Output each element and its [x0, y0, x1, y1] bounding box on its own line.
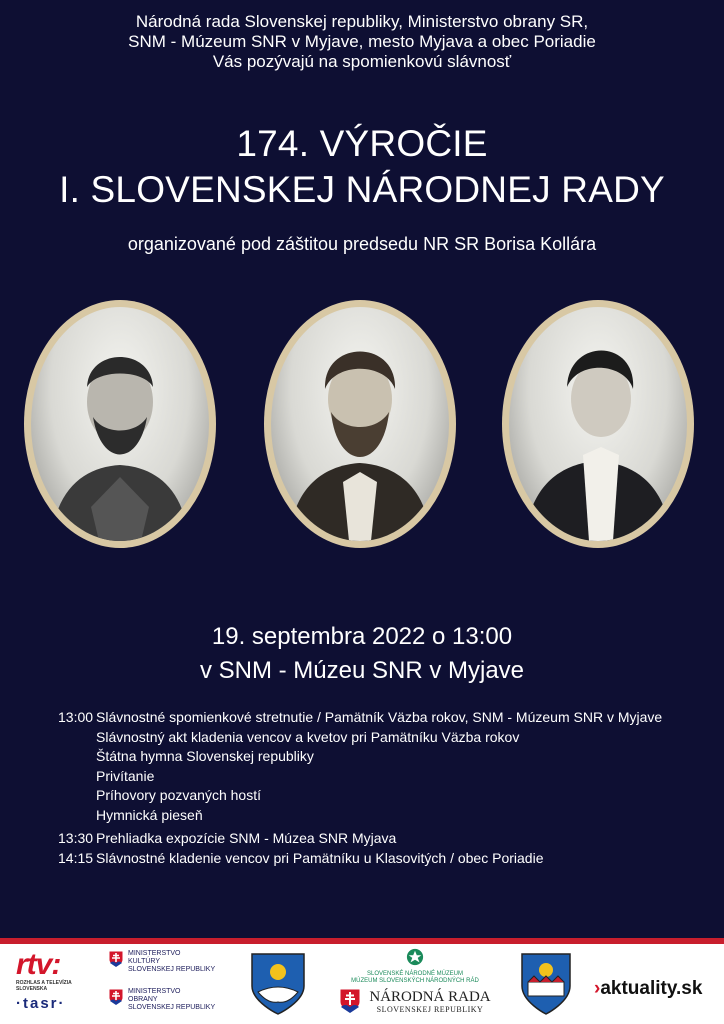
program-subitem: Štátna hymna Slovenskej republiky	[96, 748, 314, 764]
rtv-tasr-logo	[16, 950, 96, 1020]
ministry-culture-line-2: KULTÚRY	[128, 958, 161, 965]
program-time: 14:15	[58, 849, 94, 866]
myjava-coat-of-arms-icon	[250, 952, 306, 1016]
slovak-shield-icon	[108, 988, 124, 1006]
portrait-row	[0, 300, 724, 560]
intro-line-3: Vás pozývajú na spomienkovú slávnosť	[212, 52, 512, 71]
program-item	[58, 829, 698, 849]
event-subtitle: organizované pod záštitou predsedu NR SR Borisa Kollára	[127, 234, 597, 254]
program-subitem: Privítanie	[96, 767, 155, 784]
ministry-defence-line-3: SLOVENSKEJ REPUBLIKY	[128, 1004, 216, 1011]
aktuality-logo	[594, 978, 702, 1000]
program-item	[58, 849, 698, 869]
nr-sr-logo	[330, 948, 500, 1014]
portrait-2	[264, 300, 456, 548]
nr-sub-text: SLOVENSKEJ REPUBLIKY	[376, 1004, 484, 1014]
invitation-intro	[0, 12, 724, 72]
ministry-culture-logo	[108, 950, 238, 974]
event-place: v SNM - Múzeu SNR v Myjave	[199, 657, 525, 684]
nr-main-text: NÁRODNÁ RADA	[369, 988, 491, 1005]
ministry-culture-line-3: SLOVENSKEJ REPUBLIKY	[128, 966, 216, 973]
portrait-1-image	[31, 307, 209, 541]
program-subitem: Hymnická pieseň	[96, 806, 203, 823]
snm-star-icon	[406, 948, 424, 966]
program-subitem: Príhovory pozvaných hostí	[96, 787, 261, 803]
program-item	[58, 708, 698, 728]
rtv-small-line-2: SLOVENSKA	[16, 986, 48, 992]
ministry-defence-line-1: MINISTERSTVO	[128, 988, 181, 995]
slovak-coat-of-arms-icon	[339, 988, 361, 1014]
ministry-culture-line-1: MINISTERSTVO	[128, 950, 181, 957]
poriadie-coat-of-arms-icon	[520, 952, 572, 1016]
event-title	[0, 121, 724, 213]
portrait-2-image	[271, 307, 449, 541]
ministry-defence-line-2: OBRANY	[128, 996, 158, 1003]
tasr-logo-text: ·tasr·	[16, 995, 66, 1012]
event-date: 19. septembra 2022 o 13:00	[211, 623, 513, 650]
program-list	[58, 708, 698, 868]
intro-line-1: Národná rada Slovenskej republiky, Ministerstvo obrany SR,	[135, 12, 589, 31]
aktuality-chevron-icon: ›	[594, 978, 601, 999]
portrait-3	[502, 300, 694, 548]
program-text: Slávnostné kladenie vencov pri Pamätníku u Klasovitých / obec Poriadie	[96, 849, 544, 866]
ministry-defence-logo	[108, 988, 238, 1012]
partner-logos	[0, 944, 724, 1024]
intro-line-2: SNM - Múzeum SNR v Myjave, mesto Myjava a obec Poriadie	[128, 32, 596, 51]
slovak-shield-icon	[108, 950, 124, 968]
program-time: 13:00	[58, 709, 94, 725]
event-when	[0, 620, 724, 688]
program-time: 13:30	[58, 830, 94, 846]
snm-line-1: SLOVENSKÉ NÁRODNÉ MÚZEUM	[366, 971, 463, 977]
program-subitem: Slávnostný akt kladenia vencov a kvetov pri Pamätníku Väzba rokov	[96, 728, 520, 745]
snm-line-2: MÚZEUM SLOVENSKÝCH NÁRODNÝCH RÁD	[351, 978, 479, 984]
portrait-3-image	[509, 307, 687, 541]
program-text: Slávnostné spomienkové stretnutie / Pamätník Väzba rokov, SNM - Múzeum SNR v Myjave	[96, 709, 663, 725]
aktuality-text: aktuality.sk	[600, 978, 703, 999]
program-text: Prehliadka expozície SNM - Múzea SNR Myjava	[96, 830, 397, 846]
title-line-1: 174. VÝROČIE	[236, 123, 488, 164]
portrait-1	[24, 300, 216, 548]
rtv-logo-text: rtv:	[16, 948, 61, 981]
title-line-2: I. SLOVENSKEJ NÁRODNEJ RADY	[59, 169, 665, 210]
rtv-small-line-1: ROZHLAS A TELEVÍZIA	[16, 980, 72, 986]
